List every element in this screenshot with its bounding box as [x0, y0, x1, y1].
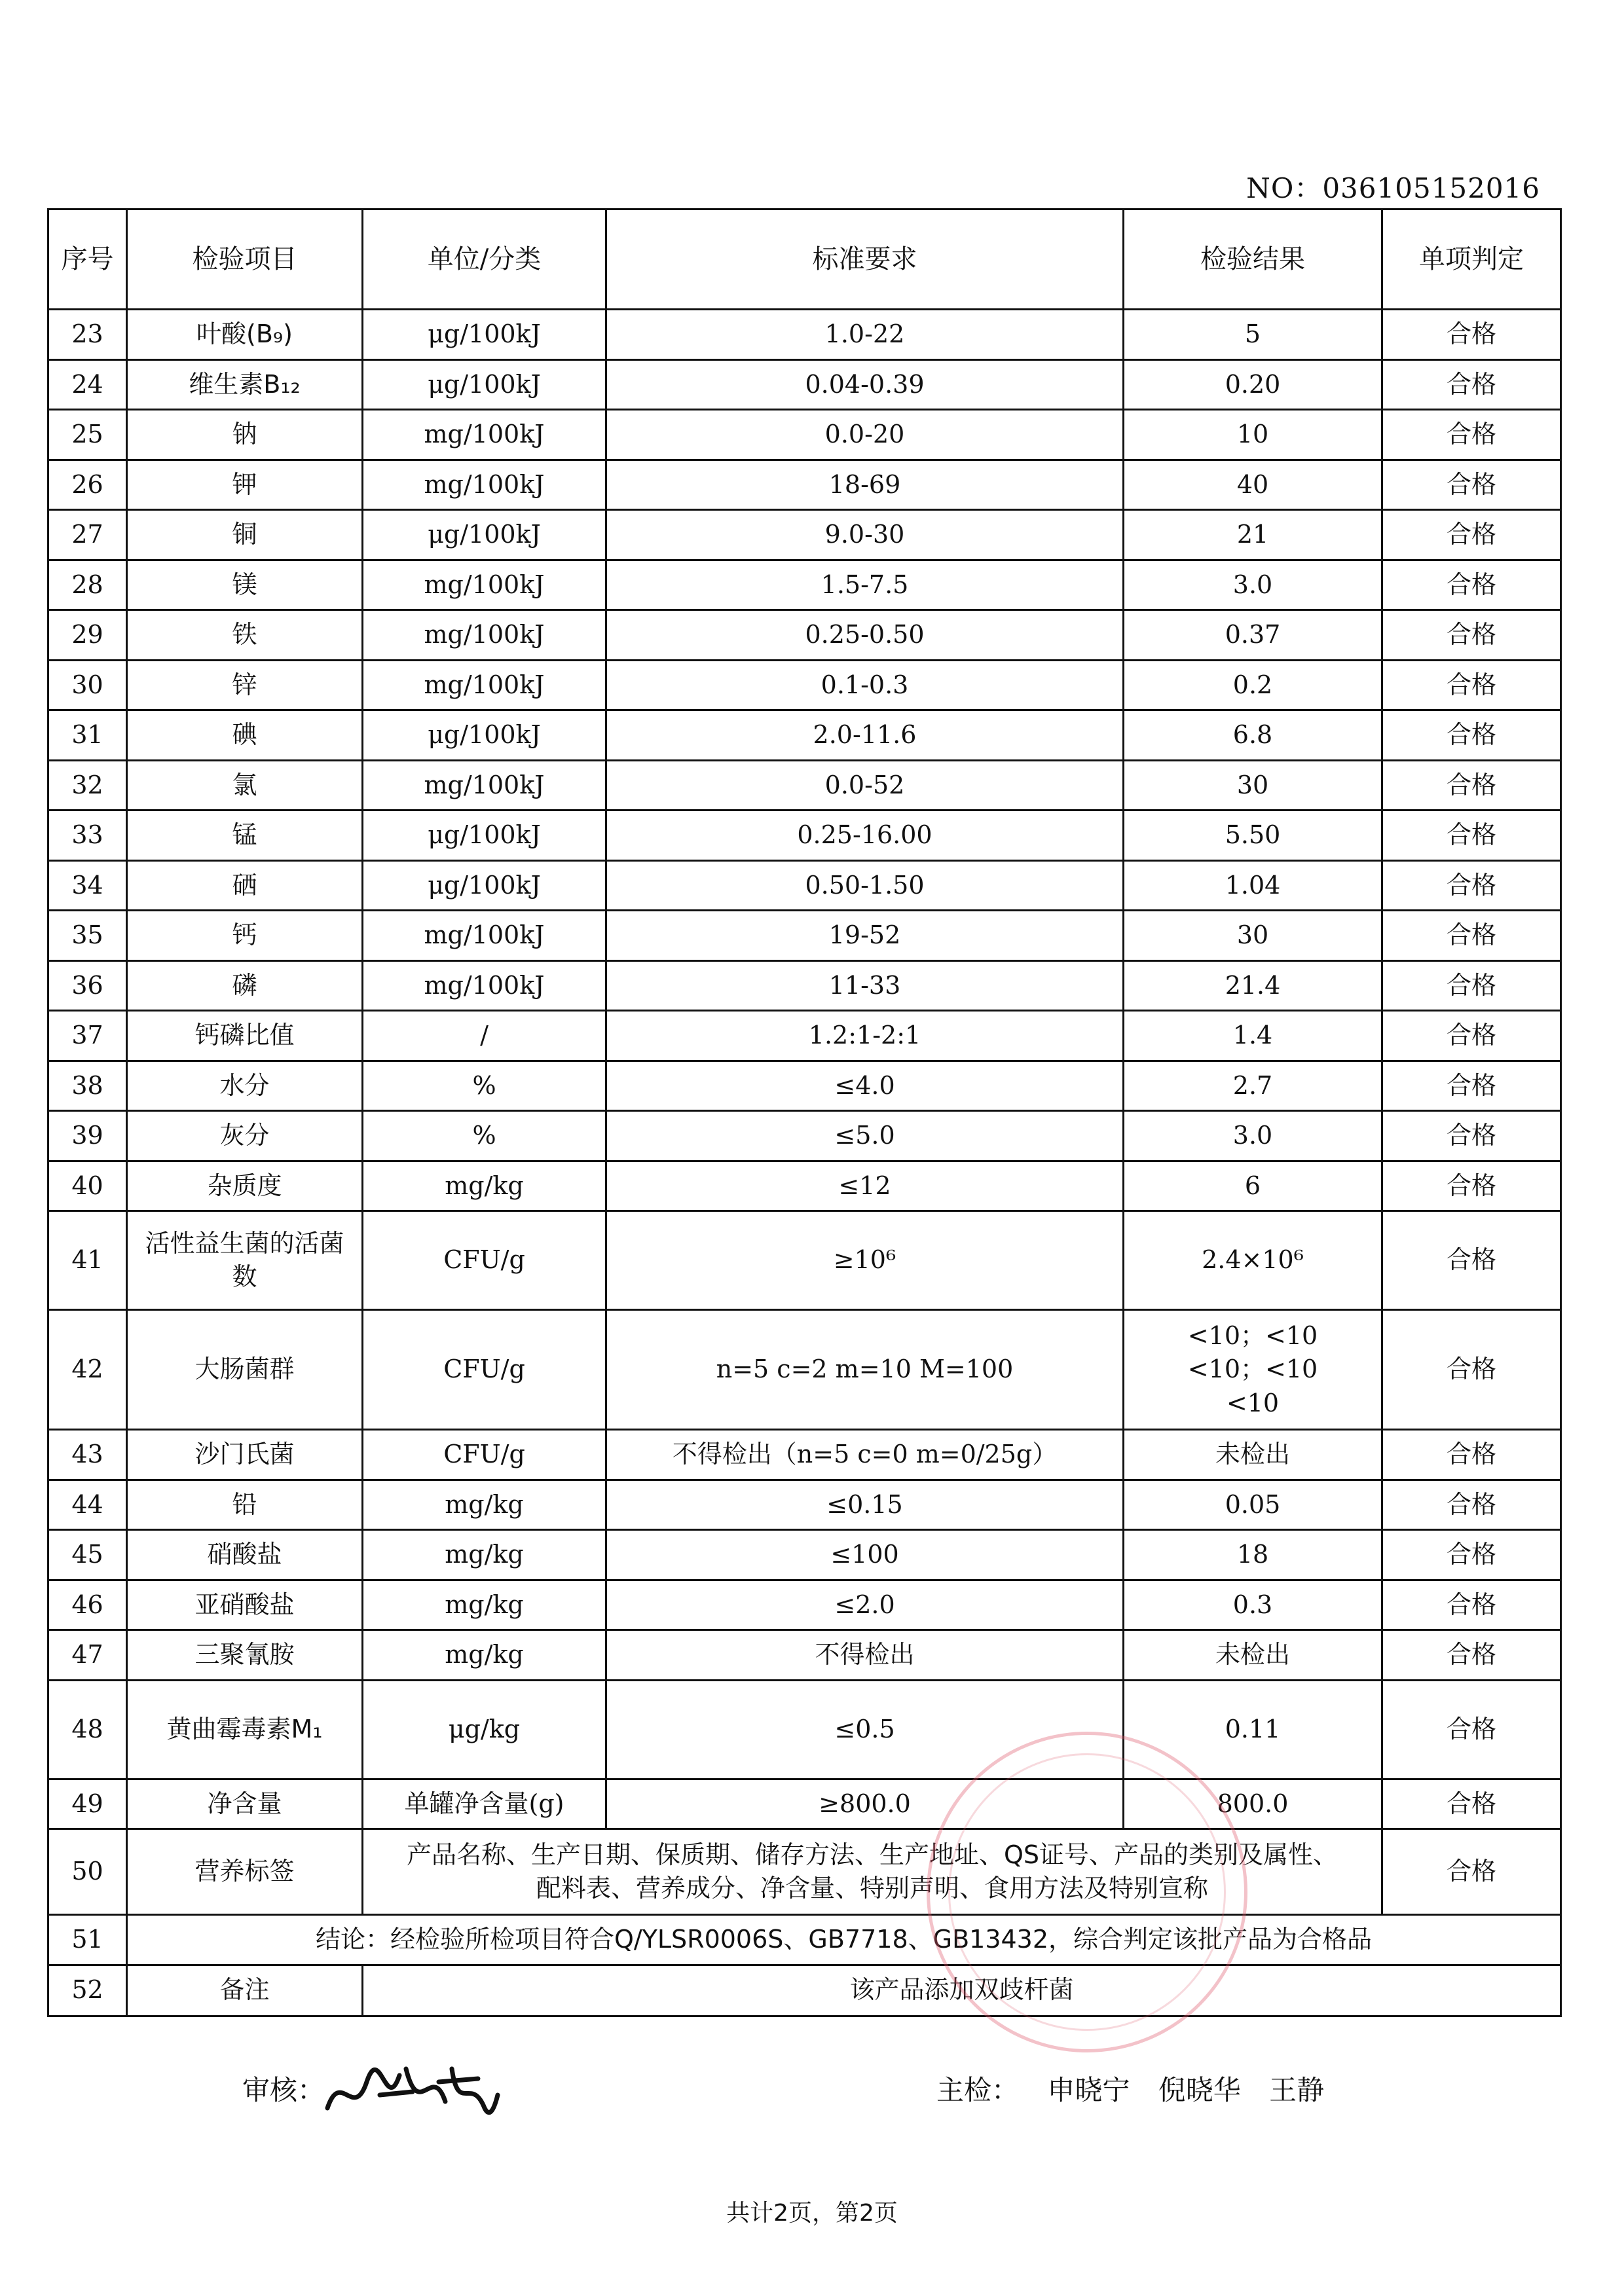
result-line: <10；<10	[1187, 1355, 1318, 1384]
row-seq: 32	[48, 760, 127, 811]
row-judgement: 合格	[1382, 560, 1561, 610]
row-standard: 1.2:1-2:1	[606, 1011, 1124, 1061]
row-standard: ≤100	[606, 1530, 1124, 1580]
row-judgement: 合格	[1382, 1530, 1561, 1580]
table-row	[48, 510, 1561, 560]
row-unit: mg/100kJ	[363, 460, 606, 510]
row-item: 钙	[127, 911, 363, 961]
row-standard: 18-69	[606, 460, 1124, 510]
row-seq: 30	[48, 660, 127, 710]
row-seq: 36	[48, 960, 127, 1011]
row-result: 0.20	[1124, 359, 1382, 410]
row-result: 18	[1124, 1530, 1382, 1580]
row-seq: 40	[48, 1161, 127, 1211]
row-item: 灰分	[127, 1111, 363, 1161]
row-result: 10	[1124, 410, 1382, 460]
row-item: 铜	[127, 510, 363, 560]
row-item: 碘	[127, 710, 363, 761]
row-standard: ≤5.0	[606, 1111, 1124, 1161]
row-item: 锌	[127, 660, 363, 710]
row-standard: 9.0-30	[606, 510, 1124, 560]
row-seq: 24	[48, 359, 127, 410]
row-standard: 0.0-20	[606, 410, 1124, 460]
table-row-notes	[48, 1965, 1561, 2016]
row-unit: μg/100kJ	[363, 710, 606, 761]
row-item: 锰	[127, 811, 363, 861]
row-result: 3.0	[1124, 560, 1382, 610]
row-standard: ≤4.0	[606, 1061, 1124, 1111]
row-judgement: 合格	[1382, 1061, 1561, 1111]
reviewer-label: 审核：	[242, 2074, 325, 2106]
row-seq: 26	[48, 460, 127, 510]
row-result: 3.0	[1124, 1111, 1382, 1161]
row-seq: 31	[48, 710, 127, 761]
row-result: 40	[1124, 460, 1382, 510]
row-standard: ≤12	[606, 1161, 1124, 1211]
row-item: 大肠菌群	[127, 1310, 363, 1430]
row-unit: mg/kg	[363, 1161, 606, 1211]
row-result: 21	[1124, 510, 1382, 560]
row-result: 2.7	[1124, 1061, 1382, 1111]
inspection-table	[47, 208, 1562, 2017]
row-seq: 27	[48, 510, 127, 560]
row-unit: 单罐净含量(g)	[363, 1779, 606, 1829]
row-unit: mg/100kJ	[363, 610, 606, 661]
row-unit: /	[363, 1011, 606, 1061]
column-header-seq: 序号	[48, 210, 127, 310]
row-standard: n=5 c=2 m=10 M=100	[606, 1310, 1124, 1430]
row-standard: 0.04-0.39	[606, 359, 1124, 410]
row-item: 铅	[127, 1480, 363, 1530]
notes-label: 备注	[127, 1965, 363, 2016]
row-item: 硒	[127, 860, 363, 911]
row-standard: 0.0-52	[606, 760, 1124, 811]
column-header-item: 检验项目	[127, 210, 363, 310]
row-unit: mg/100kJ	[363, 410, 606, 460]
row-seq: 42	[48, 1310, 127, 1430]
row-result: 6	[1124, 1161, 1382, 1211]
row-result: 5.50	[1124, 811, 1382, 861]
row-judgement: 合格	[1382, 359, 1561, 410]
row-standard: ≤0.15	[606, 1480, 1124, 1530]
row-seq: 48	[48, 1680, 127, 1779]
row-item: 硝酸盐	[127, 1530, 363, 1580]
table-row	[48, 1430, 1561, 1480]
row-item: 杂质度	[127, 1161, 363, 1211]
row-standard: 2.0-11.6	[606, 710, 1124, 761]
row-result: 30	[1124, 911, 1382, 961]
row-result: 2.4×10⁶	[1124, 1211, 1382, 1310]
row-item: 叶酸(B₉)	[127, 310, 363, 360]
table-row	[48, 760, 1561, 811]
row-item: 三聚氰胺	[127, 1630, 363, 1681]
row-seq: 35	[48, 911, 127, 961]
row-judgement: 合格	[1382, 660, 1561, 710]
table-row	[48, 1011, 1561, 1061]
row-unit: mg/100kJ	[363, 560, 606, 610]
row-result: 1.04	[1124, 860, 1382, 911]
row-seq: 44	[48, 1480, 127, 1530]
table-row	[48, 1680, 1561, 1779]
row-item: 钠	[127, 410, 363, 460]
row-result: 5	[1124, 310, 1382, 360]
row-standard: 19-52	[606, 911, 1124, 961]
row-standard: 0.25-0.50	[606, 610, 1124, 661]
row-item: 钙磷比值	[127, 1011, 363, 1061]
row-judgement: 合格	[1382, 410, 1561, 460]
table-row	[48, 1630, 1561, 1681]
row-item: 维生素B₁₂	[127, 359, 363, 410]
inspector-name-2: 倪晓华	[1158, 2074, 1241, 2106]
table-row	[48, 1530, 1561, 1580]
notes-text: 该产品添加双歧杆菌	[363, 1965, 1561, 2016]
row-item: 沙门氏菌	[127, 1430, 363, 1480]
row-unit: CFU/g	[363, 1430, 606, 1480]
row-judgement: 合格	[1382, 1630, 1561, 1681]
row-unit: mg/kg	[363, 1480, 606, 1530]
inspector-label: 主检：	[936, 2074, 1020, 2106]
row-judgement: 合格	[1382, 1580, 1561, 1630]
row-seq: 25	[48, 410, 127, 460]
row-judgement: 合格	[1382, 1680, 1561, 1779]
table-row	[48, 911, 1561, 961]
row-seq: 28	[48, 560, 127, 610]
row-standard: 11-33	[606, 960, 1124, 1011]
table-row	[48, 811, 1561, 861]
row-judgement: 合格	[1382, 1310, 1561, 1430]
page-number: 共计2页，第2页	[726, 2200, 898, 2227]
row-result: 800.0	[1124, 1779, 1382, 1829]
row-seq: 47	[48, 1630, 127, 1681]
row-standard: ≥800.0	[606, 1779, 1124, 1829]
conclusion-text: 结论：经检验所检项目符合Q/YLSR0006S、GB7718、GB13432，综合判定该批产品为合格品	[127, 1915, 1561, 1965]
row-item: 铁	[127, 610, 363, 661]
row-result: 0.3	[1124, 1580, 1382, 1630]
row-judgement: 合格	[1382, 710, 1561, 761]
row-seq: 37	[48, 1011, 127, 1061]
row-judgement: 合格	[1382, 1111, 1561, 1161]
row-seq: 43	[48, 1430, 127, 1480]
reviewer-signature	[321, 2056, 504, 2134]
nutrition-label-requirements	[363, 1829, 1382, 1915]
nutrition-label-line-1: 产品名称、生产日期、保质期、储存方法、生产地址、QS证号、产品的类别及属性、	[406, 1840, 1338, 1869]
row-result: 21.4	[1124, 960, 1382, 1011]
row-item: 亚硝酸盐	[127, 1580, 363, 1630]
column-header-result: 检验结果	[1124, 210, 1382, 310]
table-row	[48, 710, 1561, 761]
table-row	[48, 1310, 1561, 1430]
row-unit: μg/100kJ	[363, 510, 606, 560]
row-seq: 29	[48, 610, 127, 661]
row-item: 磷	[127, 960, 363, 1011]
row-standard: 0.1-0.3	[606, 660, 1124, 710]
row-result: 6.8	[1124, 710, 1382, 761]
row-standard: 不得检出	[606, 1630, 1124, 1681]
row-result: 0.11	[1124, 1680, 1382, 1779]
row-item: 营养标签	[127, 1829, 363, 1915]
row-seq: 23	[48, 310, 127, 360]
row-unit: mg/kg	[363, 1530, 606, 1580]
row-result: 0.2	[1124, 660, 1382, 710]
row-seq: 41	[48, 1211, 127, 1310]
table-row	[48, 1161, 1561, 1211]
table-row	[48, 1580, 1561, 1630]
table-row	[48, 610, 1561, 661]
nutrition-label-line-2: 配料表、营养成分、净含量、特别声明、食用方法及特别宣称	[536, 1874, 1208, 1903]
row-judgement: 合格	[1382, 811, 1561, 861]
row-judgement: 合格	[1382, 460, 1561, 510]
table-row	[48, 960, 1561, 1011]
inspector-name-1: 申晓宁	[1047, 2074, 1130, 2106]
row-standard: 1.5-7.5	[606, 560, 1124, 610]
result-line: <10；<10	[1187, 1321, 1318, 1351]
table-row	[48, 1061, 1561, 1111]
table-row	[48, 1480, 1561, 1530]
row-result: 未检出	[1124, 1630, 1382, 1681]
row-unit: CFU/g	[363, 1211, 606, 1310]
row-unit: mg/100kJ	[363, 760, 606, 811]
table-row	[48, 1111, 1561, 1161]
row-judgement: 合格	[1382, 1211, 1561, 1310]
row-judgement: 合格	[1382, 610, 1561, 661]
row-item: 净含量	[127, 1779, 363, 1829]
row-unit: mg/100kJ	[363, 911, 606, 961]
row-result	[1124, 1310, 1382, 1430]
row-seq: 45	[48, 1530, 127, 1580]
row-seq: 33	[48, 811, 127, 861]
row-unit: CFU/g	[363, 1310, 606, 1430]
inspector-name-3: 王静	[1269, 2074, 1325, 2106]
row-standard: 1.0-22	[606, 310, 1124, 360]
row-item: 黄曲霉毒素M₁	[127, 1680, 363, 1779]
result-line: <10	[1226, 1388, 1280, 1417]
row-result: 未检出	[1124, 1430, 1382, 1480]
row-seq: 52	[48, 1965, 127, 2016]
row-unit: %	[363, 1061, 606, 1111]
row-standard: ≤2.0	[606, 1580, 1124, 1630]
row-unit: mg/kg	[363, 1580, 606, 1630]
row-item: 镁	[127, 560, 363, 610]
row-item: 氯	[127, 760, 363, 811]
inspectors-block	[936, 2069, 1324, 2108]
table-body	[48, 310, 1561, 1829]
table-row	[48, 660, 1561, 710]
row-unit: μg/100kJ	[363, 359, 606, 410]
row-judgement: 合格	[1382, 911, 1561, 961]
report-number: NO：036105152016	[1246, 172, 1540, 204]
column-header-standard: 标准要求	[606, 210, 1124, 310]
row-unit: μg/kg	[363, 1680, 606, 1779]
table-row	[48, 359, 1561, 410]
row-judgement: 合格	[1382, 960, 1561, 1011]
row-item: 钾	[127, 460, 363, 510]
row-seq: 46	[48, 1580, 127, 1630]
row-judgement: 合格	[1382, 760, 1561, 811]
table-row	[48, 1779, 1561, 1829]
table-row	[48, 460, 1561, 510]
row-standard: 0.25-16.00	[606, 811, 1124, 861]
row-unit: μg/100kJ	[363, 811, 606, 861]
table-row	[48, 560, 1561, 610]
column-header-unit: 单位/分类	[363, 210, 606, 310]
row-unit: %	[363, 1111, 606, 1161]
row-unit: mg/100kJ	[363, 660, 606, 710]
row-judgement: 合格	[1382, 860, 1561, 911]
row-seq: 38	[48, 1061, 127, 1111]
row-result: 0.05	[1124, 1480, 1382, 1530]
table-row	[48, 410, 1561, 460]
row-judgement: 合格	[1382, 1779, 1561, 1829]
row-unit: mg/kg	[363, 1630, 606, 1681]
row-result: 30	[1124, 760, 1382, 811]
row-judgement: 合格	[1382, 1161, 1561, 1211]
table-row	[48, 310, 1561, 360]
row-seq: 34	[48, 860, 127, 911]
row-item: 活性益生菌的活菌数	[127, 1211, 363, 1310]
row-standard: ≥10⁶	[606, 1211, 1124, 1310]
row-result: 0.37	[1124, 610, 1382, 661]
row-judgement: 合格	[1382, 1829, 1561, 1915]
table-header-row	[48, 210, 1561, 310]
column-header-judgement: 单项判定	[1382, 210, 1561, 310]
row-judgement: 合格	[1382, 1011, 1561, 1061]
table-row-nutrition-label	[48, 1829, 1561, 1915]
row-unit: μg/100kJ	[363, 310, 606, 360]
row-seq: 49	[48, 1779, 127, 1829]
row-seq: 39	[48, 1111, 127, 1161]
row-standard: 0.50-1.50	[606, 860, 1124, 911]
row-judgement: 合格	[1382, 310, 1561, 360]
row-unit: μg/100kJ	[363, 860, 606, 911]
row-judgement: 合格	[1382, 510, 1561, 560]
row-standard: ≤0.5	[606, 1680, 1124, 1779]
row-seq: 50	[48, 1829, 127, 1915]
table-row	[48, 860, 1561, 911]
row-seq: 51	[48, 1915, 127, 1965]
row-item: 水分	[127, 1061, 363, 1111]
row-standard: 不得检出（n=5 c=0 m=0/25g）	[606, 1430, 1124, 1480]
table-footer-rows	[48, 1829, 1561, 2016]
table-row-conclusion	[48, 1915, 1561, 1965]
row-result: 1.4	[1124, 1011, 1382, 1061]
row-unit: mg/100kJ	[363, 960, 606, 1011]
row-judgement: 合格	[1382, 1480, 1561, 1530]
table-row	[48, 1211, 1561, 1310]
row-judgement: 合格	[1382, 1430, 1561, 1480]
